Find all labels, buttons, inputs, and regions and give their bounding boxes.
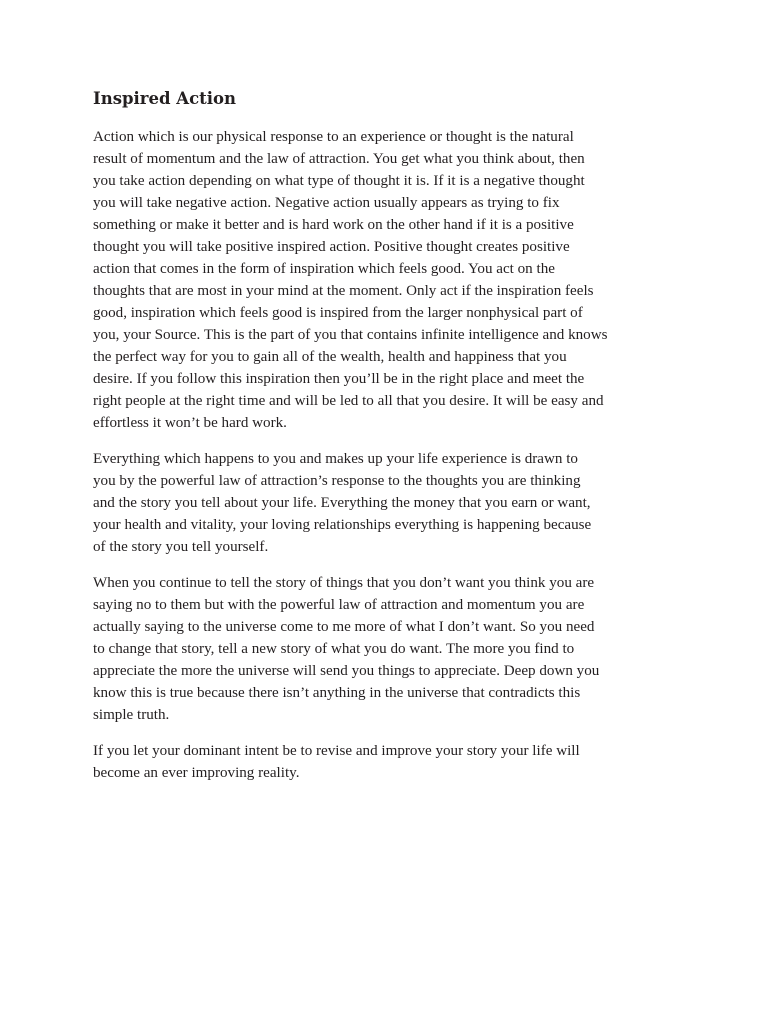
text-line: the perfect way for you to gain all of the wealth, health and happiness that you <box>93 349 567 365</box>
paragraph-4 <box>93 740 683 784</box>
paragraph-1 <box>93 126 683 434</box>
text-line: saying no to them but with the powerful law of attraction and momentum you are <box>93 597 585 613</box>
text-line: your health and vitality, your loving relationships everything is happening because <box>93 517 592 533</box>
paragraph-3 <box>93 572 683 726</box>
text-line: of the story you tell yourself. <box>93 539 269 555</box>
text-line: If you let your dominant intent be to revise and improve your story your life will <box>93 743 580 759</box>
text-line: simple truth. <box>93 707 170 723</box>
text-line: effortless it won’t be hard work. <box>93 415 287 431</box>
text-line: result of momentum and the law of attraction. You get what you think about, then <box>93 151 585 167</box>
paragraph-2 <box>93 448 683 558</box>
text-line: become an ever improving reality. <box>93 765 300 781</box>
text-line: you take action depending on what type of thought it is. If it is a negative thought <box>93 173 585 189</box>
text-line: appreciate the more the universe will send you things to appreciate. Deep down you <box>93 663 600 679</box>
text-line: know this is true because there isn’t anything in the universe that contradicts this <box>93 685 581 701</box>
text-line: Action which is our physical response to an experience or thought is the natural <box>93 129 574 145</box>
text-line: When you continue to tell the story of things that you don’t want you think you are <box>93 575 595 591</box>
document-page <box>93 88 683 798</box>
text-line: right people at the right time and will be led to all that you desire. It will be easy and <box>93 393 604 409</box>
text-line: and the story you tell about your life. Everything the money that you earn or want, <box>93 495 591 511</box>
document-title: Inspired Action <box>93 89 237 108</box>
text-line: thoughts that are most in your mind at the moment. Only act if the inspiration feels <box>93 283 594 299</box>
text-line: thought you will take positive inspired action. Positive thought creates positive <box>93 239 570 255</box>
text-line: desire. If you follow this inspiration then you’ll be in the right place and meet the <box>93 371 585 387</box>
text-line: you will take negative action. Negative action usually appears as trying to fix <box>93 195 560 211</box>
text-line: action that comes in the form of inspiration which feels good. You act on the <box>93 261 555 277</box>
text-line: actually saying to the universe come to me more of what I don’t want. So you need <box>93 619 595 635</box>
text-line: something or make it better and is hard work on the other hand if it is a positive <box>93 217 574 233</box>
text-line: you by the powerful law of attraction’s response to the thoughts you are thinking <box>93 473 581 489</box>
text-line: you, your Source. This is the part of you that contains infinite intelligence and knows <box>93 327 608 343</box>
text-line: Everything which happens to you and makes up your life experience is drawn to <box>93 451 578 467</box>
text-line: good, inspiration which feels good is inspired from the larger nonphysical part of <box>93 305 583 321</box>
text-line: to change that story, tell a new story of what you do want. The more you find to <box>93 641 575 657</box>
